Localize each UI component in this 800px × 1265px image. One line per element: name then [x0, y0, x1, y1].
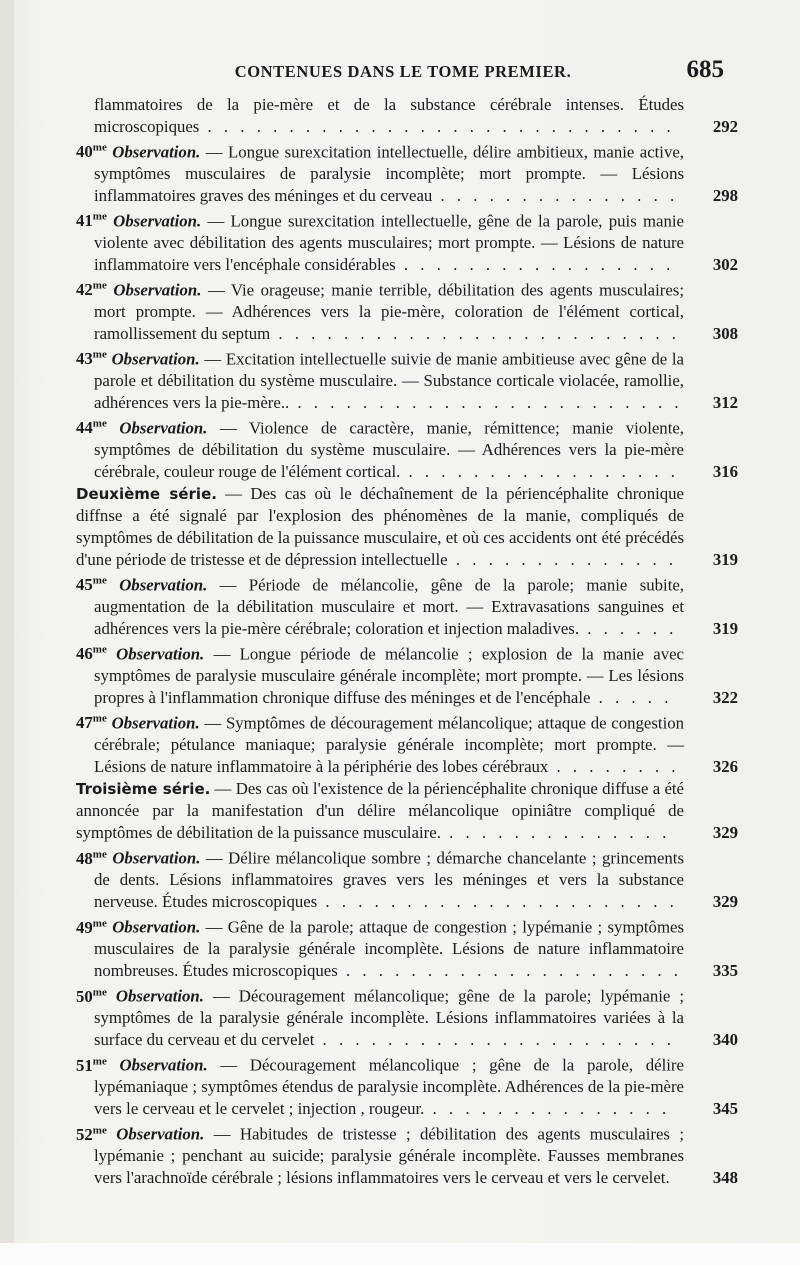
observation-label: Observation. [112, 142, 201, 162]
toc-entry [76, 1120, 738, 1189]
observation-label: Observation. [119, 1055, 208, 1075]
observation-number: $49^{me}$ [76, 917, 107, 937]
observation-number: $41^{me}$ [76, 210, 107, 231]
observation-label: Observation. [119, 418, 208, 438]
dot-leader: . . . . . . . . . . . . . . . . . . . . . . . . . [270, 323, 680, 343]
toc-entry [76, 414, 738, 483]
dot-leader: . . . . . . . . . . . . . . . . . . . . . . [317, 892, 678, 912]
entry-page-number: 319 [712, 618, 738, 638]
entry-page-number: 329 [712, 892, 738, 912]
entry-page-number: 316 [712, 461, 738, 481]
observation-number: $46^{me}$ [76, 643, 107, 664]
observation-number: $43^{me}$ [76, 348, 107, 369]
dot-leader: . . . . . . . . . . . . . . [447, 549, 678, 569]
table-of-contents [76, 94, 738, 1189]
entry-page-number: 308 [712, 323, 738, 343]
entry-text: — Gêne de la parole; attaque de congestion ; lypémanie ; symptômes musculaires de la paralysie générale incomplète. Lésions de nature inflammatoire nombreuses. Études microscopiques [94, 917, 684, 981]
toc-entry [76, 640, 738, 709]
entry-page-number: 302 [712, 254, 738, 274]
entry-page-number: 298 [712, 185, 738, 205]
observation-number: $44^{me}$ [76, 417, 107, 438]
entry-text: — Délire mélancolique sombre ; démarche chancelante ; grincements de dents. Lésions inflammatoires graves vers les méninges et vers la substance nerveuse. Études microscopiques [94, 848, 684, 912]
entry-page-number: 322 [712, 687, 738, 707]
running-title: CONTENUES DANS LE TOME PREMIER. [234, 62, 572, 81]
entry-page-number: 319 [712, 549, 738, 569]
dot-leader: . . . . . . . . . . . . . . . [424, 1099, 671, 1119]
toc-series-entry [76, 483, 738, 571]
entry-text: flammatoires de la pie-mère et de la substance cérébrale intenses. Études microscopiques [94, 95, 684, 136]
observation-label: Observation. [112, 917, 201, 937]
entry-page-number: 340 [712, 1030, 738, 1050]
dot-leader: . . . . . . . . . . . . . . . . . . . . . . . . . . . . . [199, 116, 675, 136]
toc-entry [76, 1051, 738, 1120]
series-label: Deuxième série. [76, 484, 217, 503]
entry-text: — Violence de caractère, manie, rémittence; manie violente, symptômes de débilitation du système musculaire. — Adhérences vers la pie-mère cérébrale, couleur rouge de l'élément cortical. [94, 418, 685, 481]
dot-leader: . . . . . . [579, 618, 678, 638]
entry-page-number: 329 [712, 823, 738, 843]
dot-leader: . . . . . . . . . . . . . . . . . [400, 461, 679, 481]
entry-text: — Période de mélancolie, gêne de la parole; manie subite, augmentation de la débilitation musculaire et mort. — Extravasations sanguines et adhérences vers la pie-mère cérébrale; coloration et injection maladives. [94, 575, 685, 638]
observation-number: $50^{me}$ [76, 986, 107, 1006]
entry-page-number: 348 [712, 1168, 738, 1188]
entry-page-number: 345 [712, 1099, 738, 1119]
toc-entry [76, 913, 738, 982]
observation-number: $42^{me}$ [76, 279, 107, 300]
toc-entry [76, 94, 738, 138]
toc-entry [76, 844, 738, 913]
observation-label: Observation. [111, 349, 200, 369]
observation-label: Observation. [116, 644, 205, 664]
observation-number: $40^{me}$ [76, 141, 107, 162]
observation-label: Observation. [113, 280, 202, 300]
entry-text: — Longue surexcitation intellectuelle, délire ambitieux, manie active, symptômes musculaires de paralysie incomplète; mort prompte. — Lésions inflammatoires graves des méninges et du cerveau [94, 142, 685, 205]
observation-number: $48^{me}$ [76, 848, 107, 868]
entry-text: — Symptômes de découragement mélancolique; attaque de congestion cérébrale; pétulance maniaque; paralysie générale incomplète; mort prompte. — Lésions de nature inflammatoire à la périphérie des lobes cérébraux [94, 713, 685, 776]
entry-page-number: 292 [712, 116, 738, 136]
observation-number: $51^{me}$ [76, 1055, 107, 1075]
running-header [92, 56, 724, 88]
entry-text: — Des cas où l'existence de la périencéphalite chronique diffuse a été annoncée par la manifestation d'un délire mélancolique opiniâtre compliqué de symptômes de débilitation de la puissance musculaire. [76, 778, 684, 843]
page-bottom-margin [0, 1243, 800, 1265]
observation-number: $52^{me}$ [76, 1123, 107, 1144]
entry-page-number: 335 [712, 961, 738, 981]
observation-label: Observation. [113, 211, 202, 231]
toc-entry [76, 276, 738, 345]
toc-entry [76, 345, 738, 414]
entry-text: — Excitation intellectuelle suivie de manie ambitieuse avec gêne de la parole et débilitation du système musculaire. — Substance corticale violacée, ramollie, adhérences vers la pie-mère.. [94, 349, 685, 412]
entry-page-number: 312 [712, 392, 738, 412]
dot-leader: . . . . . . . . . . . . . . . . . . . . . . . . [289, 392, 683, 412]
toc-entry [76, 709, 738, 778]
toc-series-entry [76, 778, 738, 844]
entry-text: — Longue surexcitation intellectuelle, gêne de la parole, puis manie violente avec débilitation des agents musculaires; mort prompte. — Lésions de nature inflammatoire vers l'encéphale considérables [94, 211, 684, 274]
dot-leader: . . . . . . . . . . . . . . . [432, 185, 679, 205]
observation-label: Observation. [119, 575, 208, 595]
dot-leader: . . . . . . . . [548, 756, 680, 776]
observation-label: Observation. [111, 713, 200, 733]
observation-number: $45^{me}$ [76, 574, 107, 595]
series-label: Troisième série. [76, 779, 211, 798]
dot-leader: . . . . . . . . . . . . . . . . . . . . . . [314, 1030, 675, 1050]
dot-leader: . . . . . . . . . . . . . . . . . [395, 254, 675, 274]
observation-number: $47^{me}$ [76, 712, 107, 733]
dot-leader: . . . . . . . . . . . . . . . . . . . . . [337, 961, 682, 981]
entry-page-number: 326 [712, 756, 738, 776]
entry-text: — Des cas où le déchaînement de la périencéphalite chronique diffnse a été signalé par l'explosion des phénomènes de la manie, compliqués de symptômes de débilitation de la puissance musculaire, et où ces accidents ont été précédés d'une période de tristesse et de dépression intellectuelle [76, 483, 684, 569]
entry-text: — Découragement mélancolique ; gêne de la parole, délire lypémaniaque ; symptômes étendus de paralysie incomplète. Adhérences de la pie-mère vers le cerveau et le cervelet ; injection , rougeur. [94, 1055, 684, 1119]
toc-entry [76, 571, 738, 640]
page-number: 685 [686, 56, 724, 83]
dot-leader: . . . . . [590, 687, 673, 707]
toc-entry [76, 207, 738, 276]
page-gutter [0, 0, 14, 1265]
observation-label: Observation. [112, 848, 201, 868]
entry-text: — Habitudes de tristesse ; débilitation des agents musculaires ; lypémanie ; penchant au suicide; paralysie générale incomplète. Fausses membranes vers l'arachnoïde cérébrale ; lésions inflammatoires vers le cerveau et vers le cervelet. [94, 1124, 685, 1188]
dot-leader: . . . . . . . . . . . . . . [440, 823, 671, 843]
entry-text: — Longue période de mélancolie ; explosion de la manie avec symptômes de paralysie musculaire générale incomplète; mort prompte. — Les lésions propres à l'inflammation chronique diffuse des méninges et de l'encéphale [94, 644, 684, 707]
entry-text: — Découragement mélancolique; gêne de la parole; lypémanie ; symptômes de la paralysie générale incomplète. Lésions inflammatoires variées à la surface du cerveau et du cervelet [94, 986, 685, 1050]
observation-label: Observation. [115, 986, 204, 1006]
toc-entry [76, 982, 738, 1051]
toc-entry [76, 138, 738, 207]
entry-text: — Vie orageuse; manie terrible, débilitation des agents musculaires; mort prompte. — Adhérences vers la pie-mère, coloration de l'élément cortical, ramollissement du septum [94, 280, 684, 343]
observation-label: Observation. [116, 1124, 205, 1144]
